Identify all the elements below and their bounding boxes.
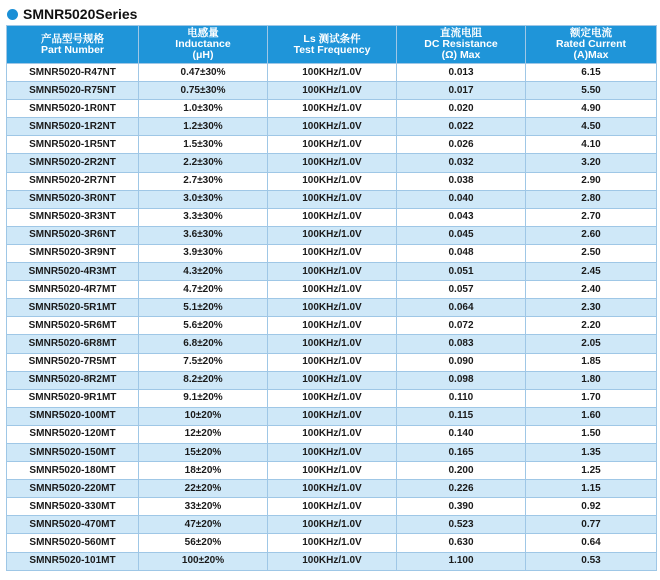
test-frequency-cell: 100KHz/1.0V (268, 136, 397, 154)
rated-current-cell: 2.60 (526, 226, 657, 244)
rated-current-cell: 0.64 (526, 534, 657, 552)
rated-current-cell: 1.85 (526, 353, 657, 371)
inductance-cell: 3.9±30% (139, 244, 268, 262)
dc-resistance-cell: 0.020 (397, 100, 526, 118)
part-number-cell: SMNR5020-1R5NT (7, 136, 139, 154)
rated-current-cell: 1.35 (526, 443, 657, 461)
test-frequency-cell: 100KHz/1.0V (268, 281, 397, 299)
rated-current-cell: 2.40 (526, 281, 657, 299)
header-cn: Ls 测试条件 (303, 32, 361, 45)
dc-resistance-cell: 0.043 (397, 208, 526, 226)
part-number-cell: SMNR5020-1R2NT (7, 118, 139, 136)
test-frequency-cell: 100KHz/1.0V (268, 263, 397, 281)
table-row (7, 244, 657, 262)
rated-current-cell: 6.15 (526, 64, 657, 82)
rated-current-cell: 1.15 (526, 480, 657, 498)
part-number-cell: SMNR5020-8R2MT (7, 371, 139, 389)
inductance-cell: 6.8±20% (139, 335, 268, 353)
inductance-cell: 0.75±30% (139, 82, 268, 100)
inductance-cell: 4.7±20% (139, 281, 268, 299)
rated-current-cell: 0.92 (526, 498, 657, 516)
inductance-cell: 7.5±20% (139, 353, 268, 371)
test-frequency-cell: 100KHz/1.0V (268, 100, 397, 118)
rated-current-cell: 2.90 (526, 172, 657, 190)
spec-table (6, 25, 657, 571)
test-frequency-cell: 100KHz/1.0V (268, 498, 397, 516)
inductance-cell: 4.3±20% (139, 263, 268, 281)
test-frequency-cell: 100KHz/1.0V (268, 118, 397, 136)
test-frequency-cell: 100KHz/1.0V (268, 244, 397, 262)
dc-resistance-cell: 0.165 (397, 443, 526, 461)
rated-current-cell: 1.50 (526, 425, 657, 443)
inductance-cell: 1.5±30% (139, 136, 268, 154)
table-row (7, 552, 657, 570)
rated-current-cell: 2.70 (526, 208, 657, 226)
table-row (7, 118, 657, 136)
table-row (7, 82, 657, 100)
table-header (7, 26, 657, 64)
inductance-cell: 15±20% (139, 443, 268, 461)
rated-current-cell: 0.53 (526, 552, 657, 570)
part-number-cell: SMNR5020-3R6NT (7, 226, 139, 244)
table-row (7, 136, 657, 154)
part-number-cell: SMNR5020-6R8MT (7, 335, 139, 353)
test-frequency-cell: 100KHz/1.0V (268, 172, 397, 190)
test-frequency-cell: 100KHz/1.0V (268, 552, 397, 570)
part-number-cell: SMNR5020-150MT (7, 443, 139, 461)
table-row (7, 64, 657, 82)
rated-current-cell: 1.80 (526, 371, 657, 389)
test-frequency-cell: 100KHz/1.0V (268, 190, 397, 208)
rated-current-cell: 2.80 (526, 190, 657, 208)
inductance-cell: 22±20% (139, 480, 268, 498)
test-frequency-cell: 100KHz/1.0V (268, 299, 397, 317)
part-number-cell: SMNR5020-1R0NT (7, 100, 139, 118)
inductance-cell: 0.47±30% (139, 64, 268, 82)
table-row (7, 498, 657, 516)
part-number-cell: SMNR5020-180MT (7, 462, 139, 480)
dc-resistance-cell: 0.098 (397, 371, 526, 389)
table-row (7, 462, 657, 480)
test-frequency-cell: 100KHz/1.0V (268, 516, 397, 534)
test-frequency-cell: 100KHz/1.0V (268, 208, 397, 226)
table-row (7, 100, 657, 118)
table-row (7, 480, 657, 498)
inductance-cell: 100±20% (139, 552, 268, 570)
rated-current-cell: 2.05 (526, 335, 657, 353)
rated-current-cell: 1.60 (526, 407, 657, 425)
dc-resistance-cell: 0.200 (397, 462, 526, 480)
dc-resistance-cell: 0.083 (397, 335, 526, 353)
inductance-cell: 56±20% (139, 534, 268, 552)
rated-current-cell: 4.10 (526, 136, 657, 154)
part-number-cell: SMNR5020-2R7NT (7, 172, 139, 190)
test-frequency-cell: 100KHz/1.0V (268, 443, 397, 461)
dc-resistance-cell: 1.100 (397, 552, 526, 570)
dc-resistance-cell: 0.040 (397, 190, 526, 208)
part-number-cell: SMNR5020-R75NT (7, 82, 139, 100)
bullet-dot-icon (7, 9, 18, 20)
test-frequency-cell: 100KHz/1.0V (268, 154, 397, 172)
table-row (7, 226, 657, 244)
header-dc-resistance (397, 26, 526, 64)
rated-current-cell: 0.77 (526, 516, 657, 534)
rated-current-cell: 2.30 (526, 299, 657, 317)
part-number-cell: SMNR5020-5R1MT (7, 299, 139, 317)
table-row (7, 371, 657, 389)
header-unit: (A)Max (573, 49, 609, 61)
table-row (7, 263, 657, 281)
dc-resistance-cell: 0.032 (397, 154, 526, 172)
part-number-cell: SMNR5020-220MT (7, 480, 139, 498)
header-en: DC Resistance (424, 38, 498, 50)
header-unit: (Ω) Max (441, 49, 481, 61)
header-en: Test Frequency (293, 43, 371, 56)
test-frequency-cell: 100KHz/1.0V (268, 353, 397, 371)
rated-current-cell: 4.50 (526, 118, 657, 136)
test-frequency-cell: 100KHz/1.0V (268, 82, 397, 100)
dc-resistance-cell: 0.057 (397, 281, 526, 299)
part-number-cell: SMNR5020-101MT (7, 552, 139, 570)
part-number-cell: SMNR5020-560MT (7, 534, 139, 552)
inductance-cell: 2.7±30% (139, 172, 268, 190)
table-row (7, 154, 657, 172)
dc-resistance-cell: 0.140 (397, 425, 526, 443)
header-row (7, 26, 657, 64)
table-row (7, 208, 657, 226)
inductance-cell: 1.0±30% (139, 100, 268, 118)
part-number-cell: SMNR5020-4R3MT (7, 263, 139, 281)
dc-resistance-cell: 0.090 (397, 353, 526, 371)
table-row (7, 335, 657, 353)
table-row (7, 172, 657, 190)
inductance-cell: 18±20% (139, 462, 268, 480)
test-frequency-cell: 100KHz/1.0V (268, 64, 397, 82)
dc-resistance-cell: 0.013 (397, 64, 526, 82)
table-body (7, 64, 657, 571)
rated-current-cell: 4.90 (526, 100, 657, 118)
dc-resistance-cell: 0.115 (397, 407, 526, 425)
dc-resistance-cell: 0.390 (397, 498, 526, 516)
header-rated-current (526, 26, 657, 64)
part-number-cell: SMNR5020-3R3NT (7, 208, 139, 226)
test-frequency-cell: 100KHz/1.0V (268, 462, 397, 480)
table-row (7, 281, 657, 299)
rated-current-cell: 1.25 (526, 462, 657, 480)
inductance-cell: 2.2±30% (139, 154, 268, 172)
part-number-cell: SMNR5020-330MT (7, 498, 139, 516)
header-cn: 产品型号规格 (41, 32, 104, 45)
inductance-cell: 5.6±20% (139, 317, 268, 335)
test-frequency-cell: 100KHz/1.0V (268, 407, 397, 425)
inductance-cell: 12±20% (139, 425, 268, 443)
test-frequency-cell: 100KHz/1.0V (268, 389, 397, 407)
test-frequency-cell: 100KHz/1.0V (268, 534, 397, 552)
table-row (7, 389, 657, 407)
dc-resistance-cell: 0.523 (397, 516, 526, 534)
test-frequency-cell: 100KHz/1.0V (268, 226, 397, 244)
dc-resistance-cell: 0.226 (397, 480, 526, 498)
dc-resistance-cell: 0.045 (397, 226, 526, 244)
page-title: SMNR5020Series (23, 6, 138, 22)
dc-resistance-cell: 0.038 (397, 172, 526, 190)
inductance-cell: 8.2±20% (139, 371, 268, 389)
header-cn: 额定电流 (570, 27, 612, 39)
header-en: Inductance (175, 38, 231, 50)
table-row (7, 425, 657, 443)
part-number-cell: SMNR5020-R47NT (7, 64, 139, 82)
part-number-cell: SMNR5020-470MT (7, 516, 139, 534)
header-unit: (μH) (192, 49, 214, 61)
test-frequency-cell: 100KHz/1.0V (268, 317, 397, 335)
part-number-cell: SMNR5020-100MT (7, 407, 139, 425)
section-title-row (7, 4, 137, 24)
dc-resistance-cell: 0.017 (397, 82, 526, 100)
test-frequency-cell: 100KHz/1.0V (268, 480, 397, 498)
inductance-cell: 3.6±30% (139, 226, 268, 244)
dc-resistance-cell: 0.072 (397, 317, 526, 335)
header-test-frequency (268, 26, 397, 64)
part-number-cell: SMNR5020-9R1MT (7, 389, 139, 407)
inductance-cell: 3.3±30% (139, 208, 268, 226)
inductance-cell: 9.1±20% (139, 389, 268, 407)
header-en: Part Number (40, 43, 104, 56)
inductance-cell: 10±20% (139, 407, 268, 425)
part-number-cell: SMNR5020-7R5MT (7, 353, 139, 371)
rated-current-cell: 2.45 (526, 263, 657, 281)
dc-resistance-cell: 0.064 (397, 299, 526, 317)
table-row (7, 534, 657, 552)
table-row (7, 516, 657, 534)
inductance-cell: 1.2±30% (139, 118, 268, 136)
table-row (7, 443, 657, 461)
dc-resistance-cell: 0.110 (397, 389, 526, 407)
table-row (7, 317, 657, 335)
part-number-cell: SMNR5020-3R9NT (7, 244, 139, 262)
rated-current-cell: 3.20 (526, 154, 657, 172)
table-row (7, 190, 657, 208)
part-number-cell: SMNR5020-2R2NT (7, 154, 139, 172)
part-number-cell: SMNR5020-120MT (7, 425, 139, 443)
rated-current-cell: 1.70 (526, 389, 657, 407)
table-row (7, 299, 657, 317)
inductance-cell: 47±20% (139, 516, 268, 534)
test-frequency-cell: 100KHz/1.0V (268, 371, 397, 389)
part-number-cell: SMNR5020-4R7MT (7, 281, 139, 299)
dc-resistance-cell: 0.022 (397, 118, 526, 136)
inductance-cell: 3.0±30% (139, 190, 268, 208)
header-cn: 直流电阻 (440, 27, 482, 39)
header-en: Rated Current (555, 38, 626, 50)
part-number-cell: SMNR5020-3R0NT (7, 190, 139, 208)
header-inductance (139, 26, 268, 64)
inductance-cell: 5.1±20% (139, 299, 268, 317)
test-frequency-cell: 100KHz/1.0V (268, 425, 397, 443)
test-frequency-cell: 100KHz/1.0V (268, 335, 397, 353)
rated-current-cell: 2.20 (526, 317, 657, 335)
table-row (7, 407, 657, 425)
dc-resistance-cell: 0.051 (397, 263, 526, 281)
dc-resistance-cell: 0.048 (397, 244, 526, 262)
inductance-cell: 33±20% (139, 498, 268, 516)
dc-resistance-cell: 0.630 (397, 534, 526, 552)
header-part-number (7, 26, 139, 64)
part-number-cell: SMNR5020-5R6MT (7, 317, 139, 335)
rated-current-cell: 2.50 (526, 244, 657, 262)
header-cn: 电感量 (187, 27, 219, 39)
dc-resistance-cell: 0.026 (397, 136, 526, 154)
table-row (7, 353, 657, 371)
rated-current-cell: 5.50 (526, 82, 657, 100)
